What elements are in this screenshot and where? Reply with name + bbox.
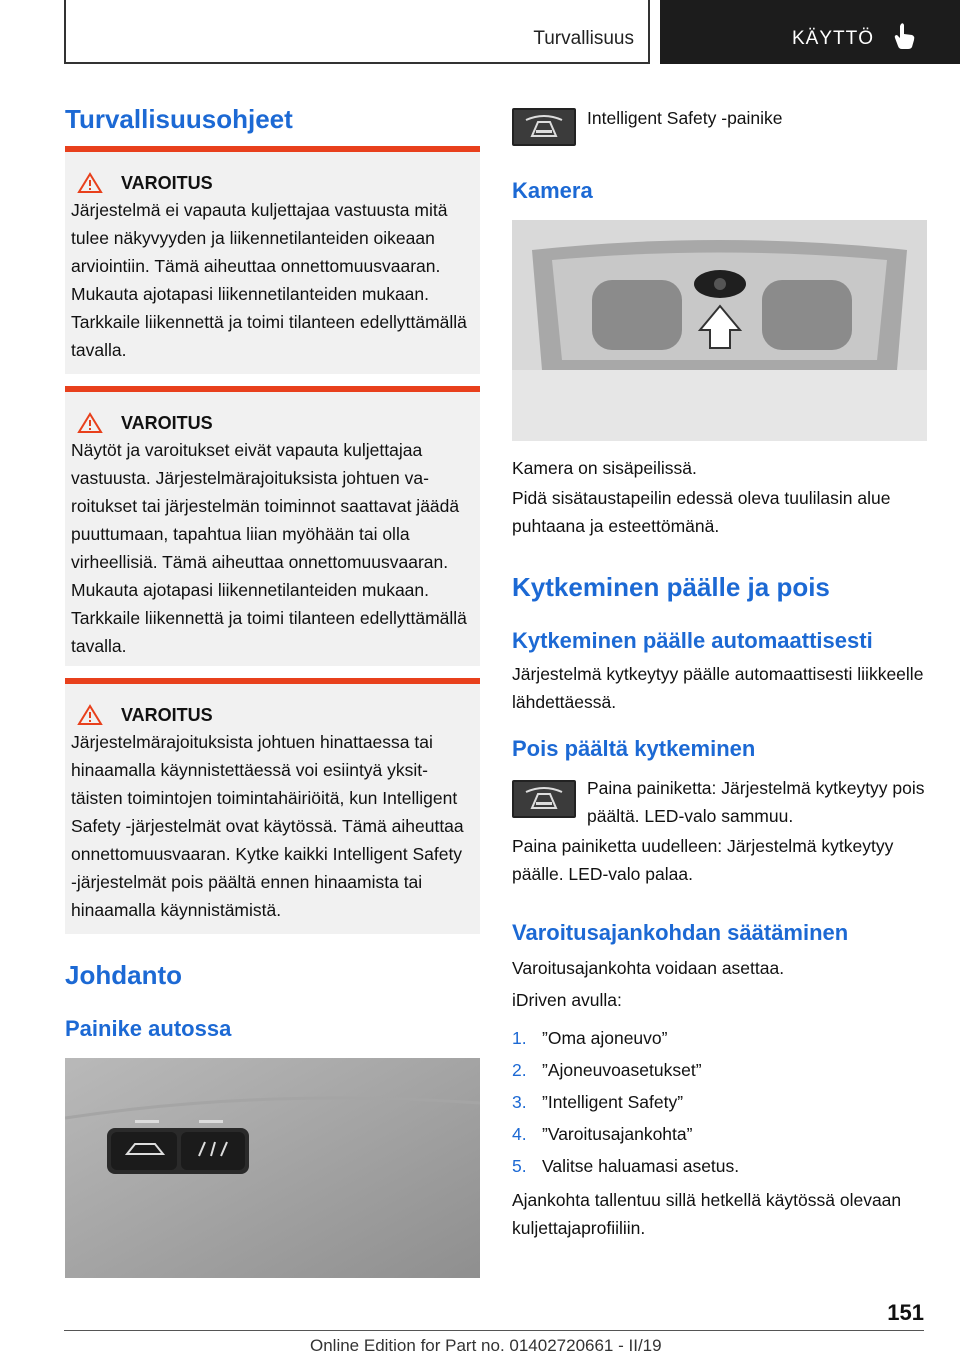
car-button-photo bbox=[65, 1058, 480, 1278]
camera-heading: Kamera bbox=[512, 178, 593, 203]
warning-timing-heading: Varoitusajankohdan säätäminen bbox=[512, 920, 849, 945]
warning-triangle-icon bbox=[77, 172, 103, 194]
intro-heading: Johdanto bbox=[65, 960, 182, 990]
header-section-box bbox=[64, 0, 650, 64]
auto-on-text: Järjestelmä kytkeytyy päälle automaattisesti liikkeelle lähdettäessä. bbox=[512, 664, 924, 712]
warning-box-2 bbox=[65, 386, 480, 666]
camera-text-1: Kamera on sisäpeilissä. bbox=[512, 458, 697, 478]
footer-divider bbox=[64, 1330, 924, 1331]
header-chapter-title: KÄYTTÖ bbox=[792, 28, 875, 49]
warning-title: VAROITUS bbox=[121, 412, 213, 433]
button-in-car-heading: Painike autossa bbox=[65, 1016, 232, 1041]
warning-text: Näytöt ja varoitukset eivät vapauta kuljettajaa vastuusta. Järjestelmärajoituksista johtuen varoitukset tai järjestelmän toiminnot saattavat jäädä puuttumaan, tapahtua liian myöhään tai olla virheellisiä. Tämä aiheuttaa onnettomuusvaaran. Mukauta ajotapasi liikennetilanteiden mukaan. Tarkkaile liikennettä ja toimi tilanteen edellyttämällä tavalla. bbox=[71, 440, 467, 656]
warning-text: Järjestelmärajoituksista johtuen hinattaessa tai hinaamalla käynnistettäessä voi esiintyä yksittäisten toimintojen toimintahäiriöitä, kun Intelligent Safety -järjestelmät ovat käytössä. Tämä aiheuttaa onnettomuusvaaran. Kytke kaikki Intelligent Safety -järjestelmät pois päältä ennen hinaamista tai hinaamalla käynnistämistä. bbox=[71, 732, 464, 920]
switch-off-heading: Pois päältä kytkeminen bbox=[512, 736, 756, 761]
camera-text-2: Pidä sisätaustapeilin edessä oleva tuulilasin alue puhtaana ja esteettömänä. bbox=[512, 488, 891, 536]
warning-timing-text: Varoitusajankohta voidaan asettaa. bbox=[512, 958, 785, 978]
edition-text: Online Edition for Part no. 01402720661 - II/19 bbox=[310, 1336, 662, 1355]
list-item: 3. ”Intelligent Safety” bbox=[512, 1092, 684, 1112]
intelligent-safety-button-icon bbox=[512, 780, 576, 818]
intelligent-safety-button-icon bbox=[512, 108, 576, 146]
camera-photo bbox=[512, 220, 927, 441]
warning-title: VAROITUS bbox=[121, 704, 213, 725]
list-item: 5. Valitse haluamasi asetus. bbox=[512, 1156, 740, 1176]
button-caption: Intelligent Safety -painike bbox=[587, 108, 783, 128]
steps-list bbox=[512, 1022, 932, 1182]
safety-instructions-heading: Turvallisuusohjeet bbox=[65, 104, 293, 134]
header-chapter-box bbox=[660, 0, 960, 64]
warning-box-1 bbox=[65, 146, 480, 374]
list-item: 4. ”Varoitusajankohta” bbox=[512, 1124, 693, 1144]
warning-triangle-icon bbox=[77, 704, 103, 726]
idrive-text: iDriven avulla: bbox=[512, 990, 622, 1010]
header-section-title: Turvallisuus bbox=[533, 28, 634, 49]
warning-title: VAROITUS bbox=[121, 172, 213, 193]
warning-text: Järjestelmä ei vapauta kuljettajaa vastuusta mitä tulee näkyvyyden ja liikennetilanteiden oikeaan arviointiin. Tämä aiheuttaa onnettomuusvaaran. Mukauta ajotapasi liikennetilanteiden mukaan. Tarkkaile liikennettä ja toimi tilanteen edellyttämällä tavalla. bbox=[71, 200, 467, 360]
list-item: 1. ”Oma ajoneuvo” bbox=[512, 1028, 668, 1048]
page-number: 151 bbox=[887, 1300, 924, 1325]
final-text: Ajankohta tallentuu sillä hetkellä käytössä olevaan kuljettajaprofiiliin. bbox=[512, 1190, 902, 1238]
switch-on-again-text: Paina painiketta uudelleen: Järjestelmä kytkeytyy päälle. LED-valo palaa. bbox=[512, 836, 894, 884]
auto-on-heading: Kytkeminen päälle automaattisesti bbox=[512, 628, 873, 653]
warning-box-3 bbox=[65, 678, 480, 934]
warning-triangle-icon bbox=[77, 412, 103, 434]
hand-pointer-icon bbox=[894, 22, 916, 50]
list-item: 2. ”Ajoneuvoasetukset” bbox=[512, 1060, 702, 1080]
switch-off-text: Paina painiketta: Järjestelmä kytkeytyy pois päältä. LED-valo sammuu. bbox=[587, 778, 925, 826]
on-off-heading: Kytkeminen päälle ja pois bbox=[512, 572, 830, 602]
